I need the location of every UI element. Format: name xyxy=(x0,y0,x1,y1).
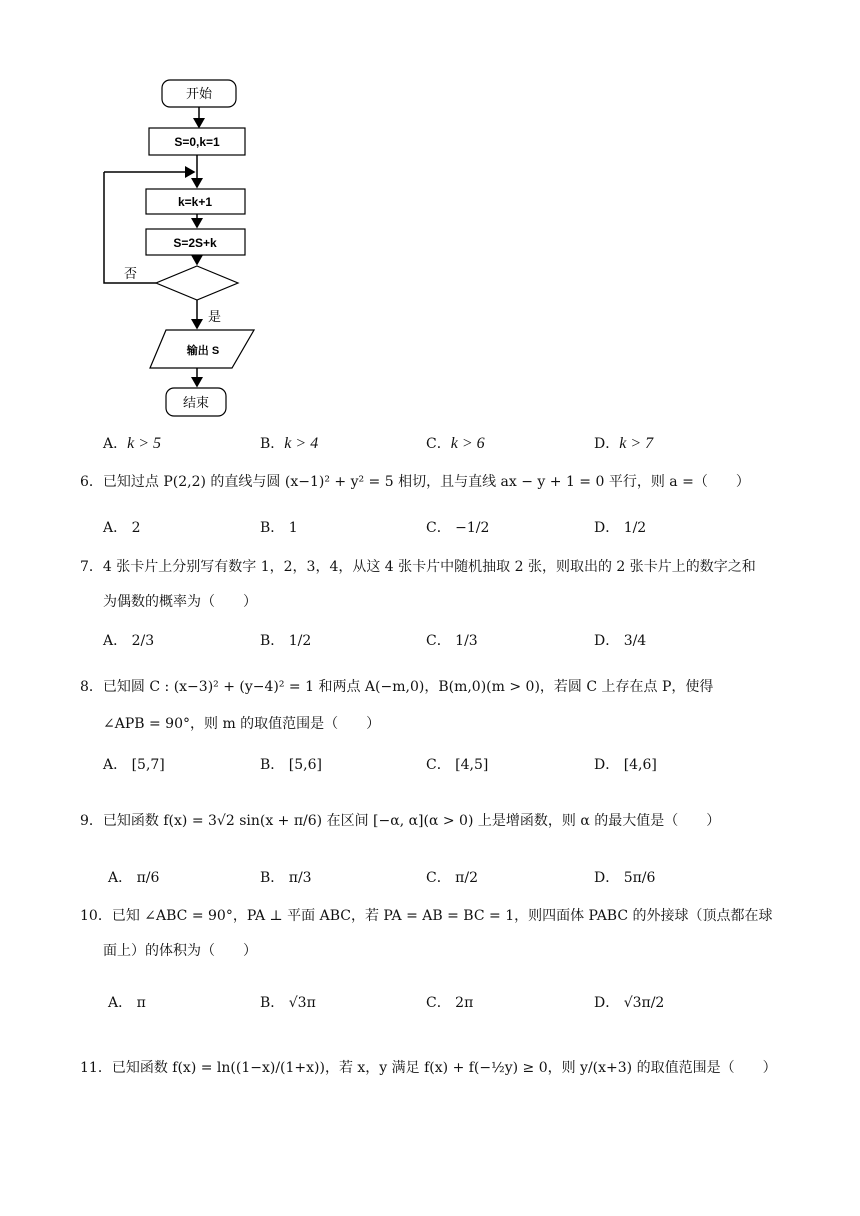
q10-option-a: A． π xyxy=(108,995,146,1011)
q9-option-c: C． π/2 xyxy=(426,870,478,886)
q5-option-c: C．k > 6 xyxy=(426,435,485,452)
q8-option-b: B． [5,6] xyxy=(260,757,322,773)
q8-option-c: C． [4,5] xyxy=(426,757,489,773)
q7-stem-line1: 7．4 张卡片上分别写有数字 1，2，3，4，从这 4 张卡片中随机抽取 2 张，则取出的 2 张卡片上的数字之和 xyxy=(80,559,756,575)
q11-stem: 11．已知函数 f(x) = ln((1−x)/(1+x))，若 x，y 满足 f(x) + f(−½y) ≥ 0，则 y/(x+3) 的取值范围是（ ） xyxy=(80,1060,777,1076)
q5-option-b: B．k > 4 xyxy=(260,435,319,452)
q8-stem-line1: 8．已知圆 C : (x−3)² + (y−4)² = 1 和两点 A(−m,0)，B(m,0)(m > 0)，若圆 C 上存在点 P，使得 xyxy=(80,679,714,695)
q10-option-d: D． √3π/2 xyxy=(594,995,665,1011)
q8-stem-line2: ∠APB = 90°，则 m 的取值范围是（ ） xyxy=(103,716,381,732)
q10-option-c: C． 2π xyxy=(426,995,474,1011)
q7-stem-line2: 为偶数的概率为（ ） xyxy=(103,594,257,610)
q8-option-d: D． [4,6] xyxy=(594,757,657,773)
q7-option-b: B． 1/2 xyxy=(260,633,312,649)
q10-stem-line2: 面上）的体积为（ ） xyxy=(103,943,257,959)
flow-step1-text: k=k+1 xyxy=(177,195,213,209)
flow-decision-diamond xyxy=(156,266,238,300)
flow-output-text: 输出 S xyxy=(186,345,220,357)
q5-option-a: A．k > 5 xyxy=(103,435,162,452)
flow-end-text: 结束 xyxy=(182,395,210,410)
q9-option-a: A． π/6 xyxy=(108,870,160,886)
q7-option-d: D． 3/4 xyxy=(594,633,647,649)
q10-stem-line1: 10．已知 ∠ABC = 90°，PA ⊥ 平面 ABC，若 PA = AB = BC = 1，则四面体 PABC 的外接球（顶点都在球 xyxy=(80,908,773,924)
q8-option-a: A． [5,7] xyxy=(103,757,165,773)
flow-yes-label: 是 xyxy=(208,309,222,324)
q6-option-a: A． 2 xyxy=(103,520,141,536)
flow-no-label: 否 xyxy=(124,266,138,281)
flowchart xyxy=(0,0,300,430)
flow-step2-text: S=2S+k xyxy=(173,236,217,250)
q6-option-d: D． 1/2 xyxy=(594,520,647,536)
q7-option-c: C． 1/3 xyxy=(426,633,478,649)
q6-stem: 6．已知过点 P(2,2) 的直线与圆 (x−1)² + y² = 5 相切，且与直线 ax − y + 1 = 0 平行，则 a =（ ） xyxy=(80,474,750,490)
q5-option-d: D．k > 7 xyxy=(594,435,654,452)
q6-option-c: C． −1/2 xyxy=(426,520,490,536)
q6-option-b: B． 1 xyxy=(260,520,298,536)
q9-stem: 9．已知函数 f(x) = 3√2 sin(x + π/6) 在区间 [−α, α](α > 0) 上是增函数，则 α 的最大值是（ ） xyxy=(80,813,721,829)
flow-init-text: S=0,k=1 xyxy=(174,135,220,149)
q9-option-d: D． 5π/6 xyxy=(594,870,656,886)
q7-option-a: A． 2/3 xyxy=(103,633,155,649)
q10-option-b: B． √3π xyxy=(260,995,316,1011)
q9-option-b: B． π/3 xyxy=(260,870,312,886)
flow-start-text: 开始 xyxy=(185,86,213,101)
